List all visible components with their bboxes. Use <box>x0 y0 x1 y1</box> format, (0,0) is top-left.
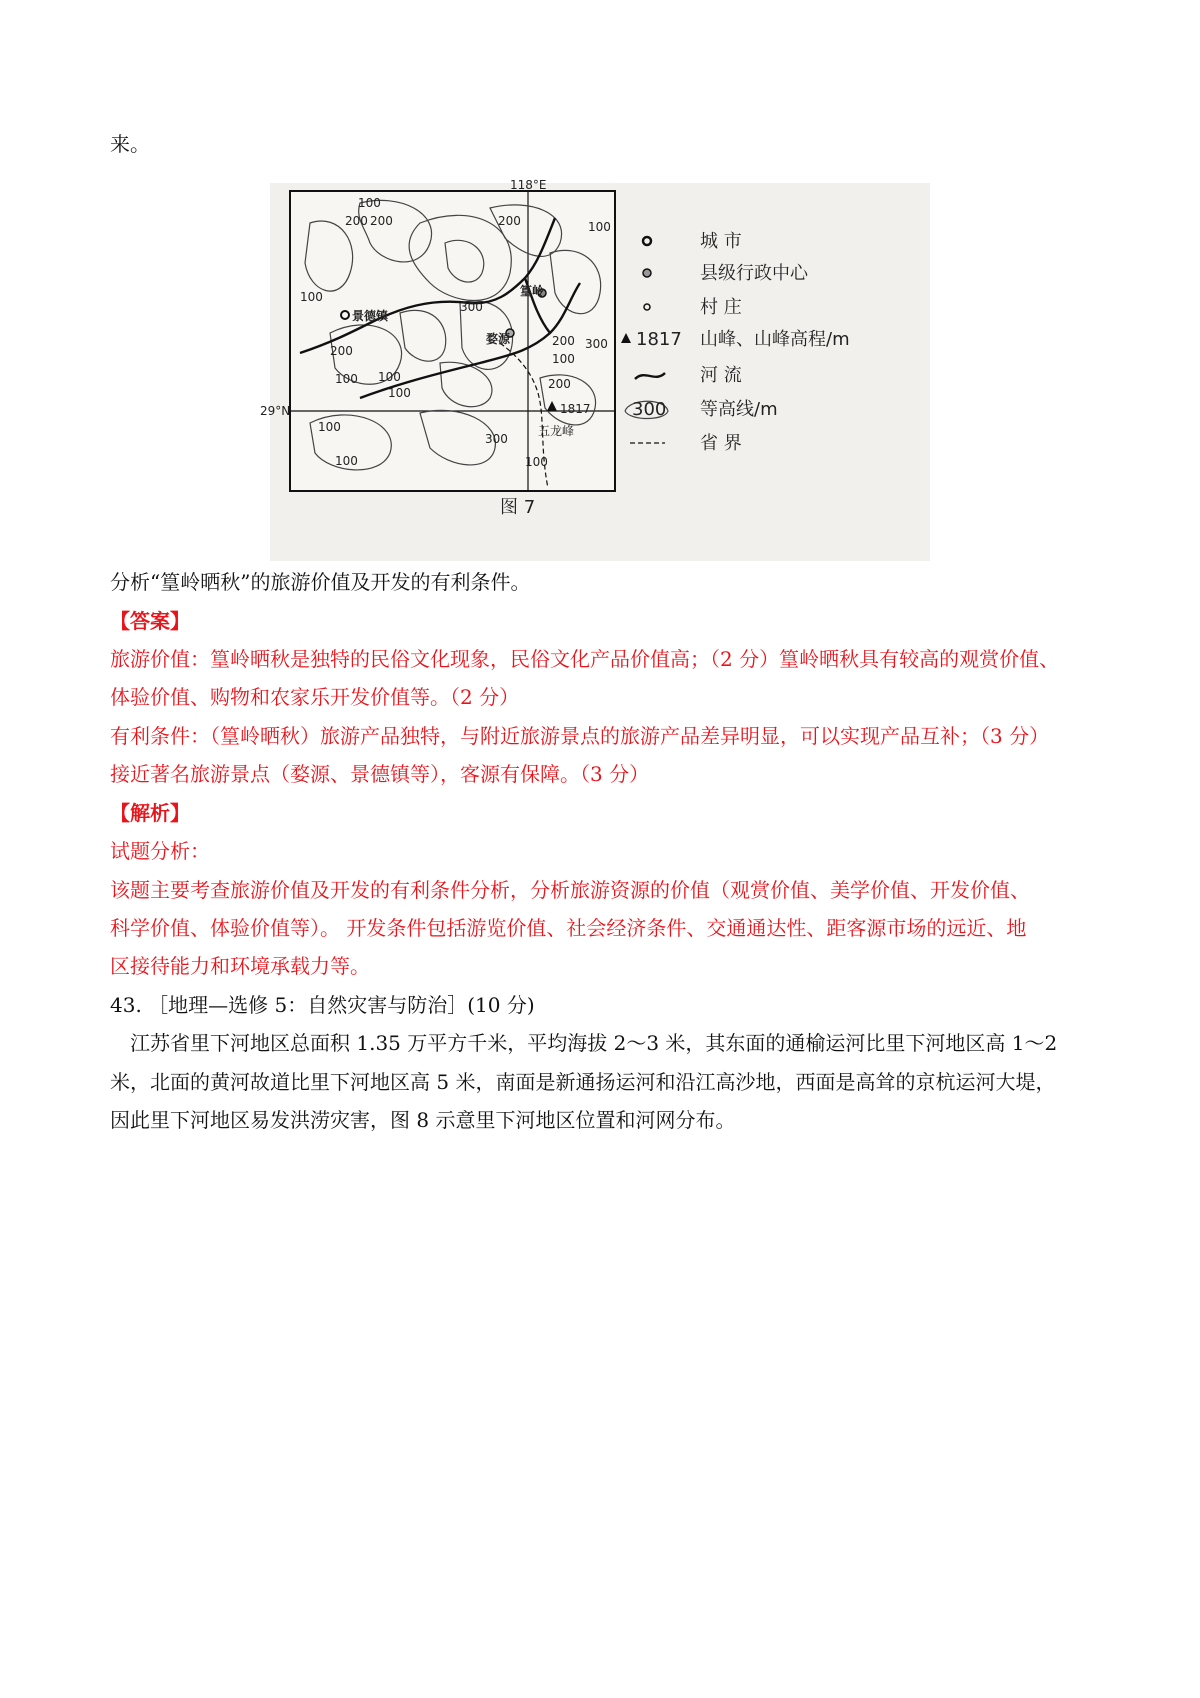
contour-label: 100 <box>300 290 323 304</box>
legend-label: 河 流 <box>700 365 742 386</box>
legend-symbol-text: 1817 <box>636 329 682 350</box>
answer-heading: 【答案】 <box>110 609 190 633</box>
contour-label: 100 <box>525 455 548 469</box>
contour-label: 300 <box>585 337 608 351</box>
legend-label: 等高线/m <box>700 399 778 420</box>
answer-line: 旅游价值：篁岭晒秋是独特的民俗文化现象，民俗文化产品价值高；（2 分）篁岭晒秋具有较高的观赏价值、 <box>110 647 1060 671</box>
contour-label: 100 <box>388 386 411 400</box>
answer-line: 接近著名旅游景点（婺源、景德镇等），客源有保障。（3 分） <box>110 762 650 786</box>
contour-label: 200 <box>370 214 393 228</box>
city-icon <box>643 237 651 245</box>
contour-label: 100 <box>318 420 341 434</box>
answer-line: 有利条件：（篁岭晒秋）旅游产品独特，与附近旅游景点的旅游产品差异明显，可以实现产品互补；（3 分） <box>110 724 1050 748</box>
county-center-icon <box>643 269 651 277</box>
question43-line: 米，北面的黄河故道比里下河地区高 5 米，南面是新通扬运河和沿江高沙地，西面是高耸的京杭运河大堤， <box>110 1070 1056 1094</box>
analysis-line: 该题主要考查旅游价值及开发的有利条件分析，分析旅游资源的价值（观赏价值、美学价值、开发价值、 <box>110 878 1030 902</box>
analysis-line: 科学价值、体验价值等）。 开发条件包括游览价值、社会经济条件、交通通达性、距客源市场的远近、地 <box>110 916 1027 940</box>
village-icon <box>644 304 650 310</box>
analysis-line: 区接待能力和环境承载力等。 <box>110 954 370 978</box>
question43-line: 因此里下河地区易发洪涝灾害，图 8 示意里下河地区位置和河网分布。 <box>110 1108 736 1132</box>
river-icon <box>635 373 665 379</box>
legend-label: 省 界 <box>700 433 742 454</box>
legend-label: 县级行政中心 <box>700 263 808 284</box>
contour-label: 100 <box>378 370 401 384</box>
peak-icon <box>621 333 631 343</box>
contour-label: 100 <box>588 220 611 234</box>
map-legend <box>621 231 850 454</box>
longitude-label: 118°E <box>510 178 547 192</box>
contour-label: 200 <box>552 334 575 348</box>
question43-title: 43. ［地理—选修 5：自然灾害与防治］(10 分) <box>110 993 535 1017</box>
contour-label: 100 <box>552 352 575 366</box>
answer-line: 体验价值、购物和农家乐开发价值等。（2 分） <box>110 685 520 709</box>
contour-label: 200 <box>330 344 353 358</box>
village-label: 篁岭 <box>520 284 545 298</box>
legend-label: 村 庄 <box>700 297 742 318</box>
legend-label: 山峰、山峰高程/m <box>700 329 850 350</box>
contour-label: 100 <box>358 196 381 210</box>
contour-label: 200 <box>498 214 521 228</box>
contour-label: 100 <box>335 372 358 386</box>
legend-label: 城 市 <box>700 231 742 252</box>
figure-7-map <box>260 178 930 561</box>
contour-label: 200 <box>548 377 571 391</box>
analysis-heading: 【解析】 <box>110 801 190 825</box>
question43-line: 江苏省里下河地区总面积 1.35 万平方千米，平均海拔 2～3 米，其东面的通榆运河比里下河地区高 1～2 <box>110 1031 1058 1055</box>
figure-caption: 图 7 <box>500 497 536 518</box>
peak-elevation-label: 1817 <box>560 402 591 416</box>
contour-label: 100 <box>335 454 358 468</box>
contour-label: 200 <box>345 214 368 228</box>
county-center-label: 婺源 <box>486 332 511 346</box>
contour-label: 300 <box>485 432 508 446</box>
contour-label: 300 <box>460 300 483 314</box>
legend-symbol-text: 300 <box>632 399 667 420</box>
map-svg <box>260 178 930 561</box>
city-label: 景德镇 <box>352 309 389 323</box>
intro-tail-text: 来。 <box>110 132 150 156</box>
analysis-subheading: 试题分析： <box>110 839 210 863</box>
latitude-label: 29°N <box>260 404 291 418</box>
question-text: 分析“篁岭晒秋”的旅游价值及开发的有利条件。 <box>110 570 531 594</box>
peak-name-label: 五龙峰 <box>538 424 575 438</box>
